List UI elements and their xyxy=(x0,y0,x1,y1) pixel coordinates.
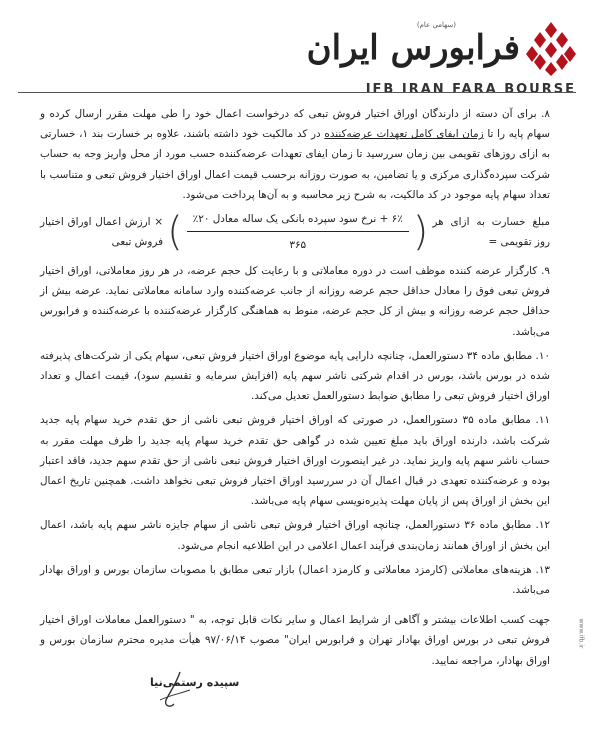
formula-lhs: مبلغ خسارت به ازای هر روز تقویمی = xyxy=(432,215,550,249)
logo-subtitle: (سهامی عام) xyxy=(416,21,456,29)
header-divider xyxy=(18,92,576,93)
logo-emblem-icon xyxy=(526,20,576,76)
signature-name: سپیده رستمی‌نیا xyxy=(150,676,240,689)
side-website-url: www.ifb.ir xyxy=(577,618,585,649)
logo-name-fa: فرابورس ایران xyxy=(306,28,520,68)
paragraph-10: ۱۰. مطابق ماده ۳۴ دستورالعمل، چنانچه دارایی پایه موضوع اوراق اختیار فروش تبعی، سهام یکی از شرکت‌های پذیرفته شده در بورس باشد، بورس در اقدام شرکتی ناشر سهم پایه (افزایش سرمایه و تقسیم سود)، قیمت اعمال و تعداد اوراق اختیار فروش تبعی را مطابق ضوابط دستورالعمل تعدیل می‌کند. xyxy=(40,349,550,403)
paragraph-12: ۱۲. مطابق ماده ۳۶ دستورالعمل، چنانچه اوراق اختیار فروش تبعی ناشی از سهام جایزه ناشر سهم پایه باشد، اعمال این بخش از اوراق همانند زمان‌بندی فرآیند اعمال اعلامی در این اطلاعیه انجام می‌شود. xyxy=(40,519,551,552)
formula-paren-close: ) xyxy=(167,209,183,256)
p8-text-b: در کد مالکیت خود داشته باشند، علاوه بر خسارت بند ۱، خسارتی به ازای روزهای تقویمی بین زمان سررسید تا زمان ایفای تعهدات عرضه‌کننده حسب مورد از محل واریز وجه به حساب شرکت سپرده‌گذاری مرکزی و یا تضامین، به صورت روزانه برحسب قیمت اعمال اوراق اختیار فروش تبعی و متناسب با تعداد سهام پایه موجود در کد مالکیت، به شرح زیر محاسبه و به آن‌ها پرداخت می‌شود. xyxy=(40,128,550,201)
paragraph-11: ۱۱. مطابق ماده ۳۵ دستورالعمل، در صورتی که اوراق اختیار فروش تبعی ناشی از حق تقدم خرید سهام پایه جدید شرکت باشد، دارنده اوراق باید مبلغ تعیین شده در گواهی حق تقدم خرید سهام پایه جدید را ظرف مهلت مقرر به حساب ناشر سهم پایه واریز نماید. در غیر اینصورت اوراق اختیار فروش تبعی ناشی از حق تقدم سهم جدید، فاقد اعتبار بوده و عرضه‌کننده تعهدی در قبال اعمال آن در سررسید اوراق اختیار فروش تبعی نخواهد داشت. همچنین تاریخ اعمال این بخش از اوراق پس از پایان مهلت پذیره‌نویسی سهام پایه می‌باشد. xyxy=(40,414,551,508)
p8-text-a: ۸. برای آن دسته از دارندگان اوراق اختیار فروش تبعی که درخواست اعمال خود را طی مهلت مقرر ارسال کرده و سهام پایه را تا xyxy=(40,108,551,141)
closing-note: جهت کسب اطلاعات بیشتر و آگاهی از شرایط اعمال و سایر نکات قابل توجه، به " دستورالعمل معاملات اوراق اختیار فروش تبعی در بورس اوراق بهادار تهران و فرابورس ایران" مصوب ۹۷/۰۶/۱۴ هیأت مدیره محترم سازمان بورس و اوراق بهادار، مراجعه نمایید. xyxy=(40,614,550,667)
formula-numerator: ۶٪ + نرخ سود سپرده بانکی یک ساله معادل ۲۰٪ xyxy=(187,209,409,232)
formula-denominator: ۳۶۵ xyxy=(289,239,307,252)
damage-formula xyxy=(40,209,550,255)
formula-paren-open: ( xyxy=(412,209,429,256)
logo-block xyxy=(306,12,576,102)
document-body xyxy=(40,104,550,675)
paragraph-9: ۹. کارگزار عرضه کننده موظف است در دوره معاملاتی و با رعایت کل حجم عرضه، در هر روز معاملاتی، اوراق اختیار فروش تبعی فوق را معادل حداقل حجم عرضه روزانه از جانب عرضه‌کننده وارد سامانه معاملاتی نماید. عرضه بیش از حداقل حجم عرضه روزانه و بیش از کل حجم عرضه، منوط به هماهنگی کارگزار عرضه‌کننده با عرضه‌کننده و فرابورس می‌باشد. xyxy=(40,265,550,338)
logo-name-en: IFB IRAN FARA BOURSE xyxy=(365,82,576,97)
formula-fraction xyxy=(187,209,409,255)
paragraph-8 xyxy=(40,104,550,205)
paragraph-13: ۱۳. هزینه‌های معاملاتی (کارمزد معاملاتی و کارمزد اعمال) بازار تبعی مطابق با مصوبات سازمان بورس و اوراق بهادار می‌باشد. xyxy=(40,563,550,597)
p8-underlined: زمان ایفای کامل تعهدات عرضه‌کننده xyxy=(324,128,484,141)
formula-rhs: × ارزش اعمال اوراق اختیار فروش تبعی xyxy=(40,215,164,249)
